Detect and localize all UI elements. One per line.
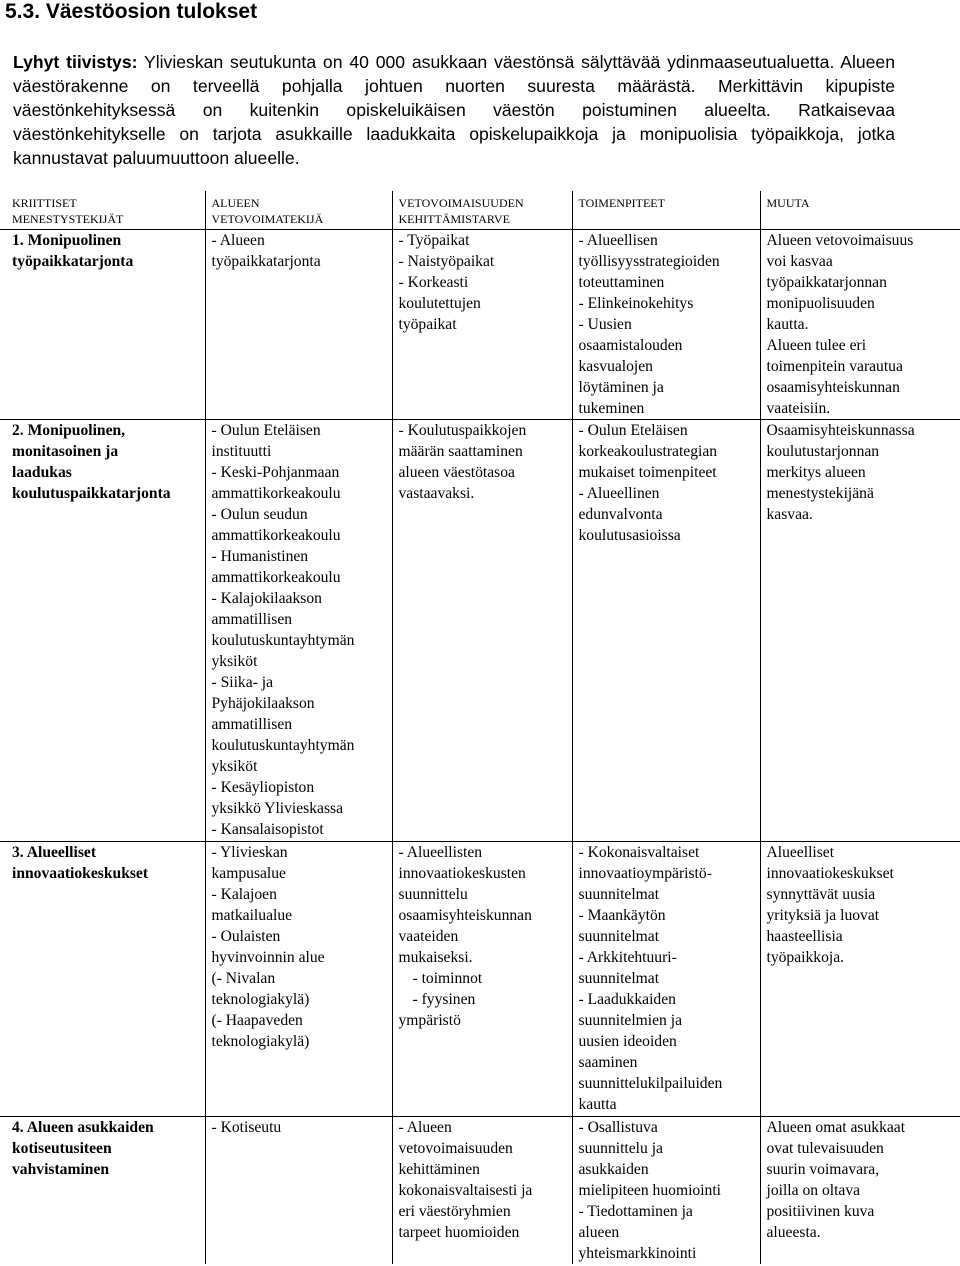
cell-line: yksiköt — [211, 758, 258, 775]
cell-criterion — [0, 230, 205, 420]
cell-line: alueen väestötasoa — [398, 464, 515, 481]
cell-line: - Naistyöpaikat — [398, 253, 495, 270]
header-cell-criterion — [0, 191, 205, 230]
cell-line: 4. Alueen asukkaiden — [12, 1119, 154, 1136]
cell-line: merkitys alueen — [766, 464, 866, 481]
cell-line: ammatillisen — [211, 716, 293, 733]
factors-table-wrapper — [0, 191, 960, 1264]
cell-line: ammatillisen — [211, 611, 293, 628]
cell-need — [392, 230, 572, 420]
cell-line: koulutustarjonnan — [766, 443, 880, 460]
cell-line: instituutti — [211, 443, 272, 460]
cell-line: saaminen — [578, 1054, 638, 1071]
cell-criterion — [0, 420, 205, 842]
cell-line: - Oulun seudun — [211, 506, 308, 523]
cell-line: kautta. — [766, 316, 809, 333]
cell-line: hyvinvoinnin alue — [211, 949, 325, 966]
cell-line: vahvistaminen — [12, 1161, 110, 1178]
header-cell-actions — [572, 191, 760, 230]
cell-line: koulutettujen — [398, 295, 481, 312]
cell-line: työllisyysstrategioiden — [578, 253, 720, 270]
cell-line: - Ylivieskan — [211, 844, 288, 861]
cell-line: - Työpaikat — [398, 232, 470, 249]
cell-line: yksiköt — [211, 653, 258, 670]
cell-line: kehittäminen — [398, 1161, 480, 1178]
cell-line: - Arkkitehtuuri- — [578, 949, 677, 966]
cell-other — [760, 420, 960, 842]
header-label-line: KEHITTÄMISTARVE — [398, 212, 510, 226]
cell-line: vetovoimaisuuden — [398, 1140, 513, 1157]
header-label — [767, 191, 960, 211]
cell-line: yksikkö Ylivieskassa — [211, 800, 344, 817]
summary-paragraph — [13, 50, 895, 170]
cell-line: - Oulaisten — [211, 928, 281, 945]
cell-criterion — [0, 1117, 205, 1265]
cell-line: asukkaiden — [578, 1161, 649, 1178]
cell-line: suunnitelmien ja — [578, 1012, 683, 1029]
cell-line: (- Haapaveden — [211, 1012, 303, 1029]
cell-line: - Kotiseutu — [211, 1119, 282, 1136]
cell-line: innovaatiokeskukset — [12, 865, 149, 882]
cell-line: matkailualue — [211, 907, 293, 924]
cell-line: - Oulun Eteläisen — [211, 422, 321, 439]
cell-line: Osaamisyhteiskunnassa — [766, 422, 915, 439]
header-label-line: VETOVOIMATEKIJÄ — [211, 212, 324, 226]
cell-line: mukaiseksi. — [398, 949, 473, 966]
cell-line: - Osallistuva — [578, 1119, 658, 1136]
cell-line: ammattikorkeakoulu — [211, 485, 341, 502]
cell-line: osaamistalouden — [578, 337, 683, 354]
cell-line: vaateisiin. — [766, 400, 831, 417]
header-label-line: MENESTYSTEKIJÄT — [12, 212, 124, 226]
cell-line: edunvalvonta — [578, 506, 663, 523]
cell-line: kasvualojen — [578, 358, 653, 375]
header-label-line: VETOVOIMAISUUDEN — [398, 196, 524, 210]
cell-line: vastaavaksi. — [398, 485, 475, 502]
cell-line: teknologiakylä) — [211, 1033, 310, 1050]
cell-line: innovaatiokeskukset — [766, 865, 894, 882]
cell-line: - Maankäytön — [578, 907, 666, 924]
cell-line: suunnittelu ja — [578, 1140, 663, 1157]
cell-line: Alueen vetovoimaisuus — [766, 232, 914, 249]
cell-line: työpaikkatarjonta — [211, 253, 321, 270]
cell-line: synnyttävät uusia — [766, 886, 876, 903]
cell-line: yrityksiä ja luovat — [766, 907, 880, 924]
cell-line: kautta — [578, 1096, 617, 1113]
cell-line: - Uusien — [578, 316, 632, 333]
table-row — [0, 420, 960, 842]
cell-line: suunnitelmat — [578, 970, 660, 987]
cell-line: työpaikkatarjonnan — [766, 274, 887, 291]
cell-line: osaamisyhteiskunnan — [398, 907, 532, 924]
summary-text: Ylivieskan seutukunta on 40 000 asukkaan väestönsä sälyttävää ydinmaaseutualuetta. Alueen väestörakenne on terveellä pohjalla johtuen nuorten suuresta määrästä. Merkittävin kipupiste väestönkehityksessä on kuitenkin opiskeluikäisen väestön poistuminen alueelta. Ratkaisevaa väestönkehitykselle on tarjota asukkaille laadukkaita opiskelupaikkoja ja monipuolisia työpaikkoja, jotka kannustavat paluumuuttoon alueelle. — [13, 52, 895, 168]
cell-line: työpaikat — [398, 316, 457, 333]
table-header-row — [0, 191, 960, 230]
cell-line: - Kansalaisopistot — [211, 821, 324, 838]
cell-line: korkeakoulustrategian — [578, 443, 718, 460]
cell-line: Alueelliset — [766, 844, 835, 861]
cell-line: kampusalue — [211, 865, 286, 882]
cell-need — [392, 842, 572, 1117]
cell-line: - Laadukkaiden — [578, 991, 676, 1008]
cell-line: monitasoinen ja — [12, 443, 119, 460]
cell-line: kokonaisvaltaisesti ja — [398, 1182, 533, 1199]
cell-line: mielipiteen huomiointi — [578, 1182, 721, 1199]
table-row — [0, 842, 960, 1117]
cell-line: Alueen omat asukkaat — [766, 1119, 906, 1136]
cell-line: innovaatioympäristö- — [578, 865, 712, 882]
cell-line: - Kalajoen — [211, 886, 277, 903]
cell-line: positiivinen kuva — [766, 1203, 875, 1220]
cell-line: joilla on oltava — [766, 1182, 861, 1199]
cell-line: tarpeet huomioiden — [398, 1224, 520, 1241]
cell-line: - Humanistinen — [211, 548, 309, 565]
cell-line: (- Nivalan — [211, 970, 276, 987]
header-label-line: ALUEEN — [211, 196, 260, 210]
header-label — [579, 191, 760, 211]
cell-line: - Alueellinen — [578, 485, 660, 502]
header-cell-need — [392, 191, 572, 230]
table-row — [0, 1117, 960, 1265]
cell-line: - Elinkeinokehitys — [578, 295, 694, 312]
cell-line: kotiseutusiteen — [12, 1140, 112, 1157]
cell-line: työpaikkatarjonta — [12, 253, 134, 270]
cell-line: suurin voimavara, — [766, 1161, 880, 1178]
cell-line: eri väestöryhmien — [398, 1203, 511, 1220]
header-label-line: TOIMENPITEET — [578, 196, 665, 210]
cell-line: koulutusasioissa — [578, 527, 681, 544]
cell-line: - Siika- ja — [211, 674, 273, 691]
cell-line: - Kesäyliopiston — [211, 779, 315, 796]
cell-line: - toiminnot — [412, 970, 483, 987]
cell-line: määrän saattaminen — [398, 443, 523, 460]
cell-line: Pyhäjokilaakson — [211, 695, 315, 712]
cell-line: suunnitelmat — [578, 928, 660, 945]
cell-line: - Keski-Pohjanmaan — [211, 464, 340, 481]
cell-need — [392, 420, 572, 842]
cell-line: teknologiakylä) — [211, 991, 310, 1008]
cell-attraction — [205, 420, 392, 842]
header-cell-attraction — [205, 191, 392, 230]
cell-line: toimenpitein varautua — [766, 358, 903, 375]
section-heading: 5.3. Väestöosion tulokset — [5, 0, 258, 23]
cell-line: työpaikkoja. — [766, 949, 845, 966]
cell-other — [760, 1117, 960, 1265]
cell-line: - fyysinen — [412, 991, 476, 1008]
cell-line: tukeminen — [578, 400, 645, 417]
cell-line: - Alueen — [398, 1119, 452, 1136]
cell-actions — [572, 842, 760, 1117]
cell-line: ammattikorkeakoulu — [211, 569, 341, 586]
cell-line: menestystekijänä — [766, 485, 874, 502]
cell-line: monipuolisuuden — [766, 295, 875, 312]
cell-line: - Alueen — [211, 232, 265, 249]
cell-line: osaamisyhteiskunnan — [766, 379, 900, 396]
header-label — [212, 191, 392, 227]
cell-line: Alueen tulee eri — [766, 337, 867, 354]
cell-line: suunnittelu — [398, 886, 468, 903]
cell-line: ovat tulevaisuuden — [766, 1140, 884, 1157]
cell-line: alueesta. — [766, 1224, 821, 1241]
cell-line: - Oulun Eteläisen — [578, 422, 688, 439]
header-label-line: MUUTA — [766, 196, 810, 210]
header-label — [399, 191, 572, 227]
header-label — [12, 191, 205, 227]
cell-line: yhteismarkkinointi — [578, 1245, 697, 1262]
cell-line: uusien ideoiden — [578, 1033, 677, 1050]
cell-line: koulutuskuntayhtymän — [211, 737, 355, 754]
cell-line: koulutuspaikkatarjonta — [12, 485, 171, 502]
cell-line: toteuttaminen — [578, 274, 665, 291]
cell-line: - Kalajokilaakson — [211, 590, 322, 607]
cell-line: - Koulutuspaikkojen — [398, 422, 527, 439]
summary-lead: Lyhyt tiivistys: — [13, 52, 138, 72]
factors-table — [0, 191, 960, 1264]
cell-line: suunnitelmat — [578, 886, 660, 903]
cell-attraction — [205, 1117, 392, 1265]
cell-line: - Korkeasti — [398, 274, 469, 291]
header-label-line: KRIITTISET — [12, 196, 77, 210]
cell-attraction — [205, 230, 392, 420]
cell-line: kasvaa. — [766, 506, 813, 523]
cell-line: 2. Monipuolinen, — [12, 422, 126, 439]
cell-line: - Kokonaisvaltaiset — [578, 844, 700, 861]
cell-attraction — [205, 842, 392, 1117]
cell-other — [760, 842, 960, 1117]
cell-line: innovaatiokeskusten — [398, 865, 526, 882]
cell-line: löytäminen ja — [578, 379, 664, 396]
cell-line: 3. Alueelliset — [12, 844, 97, 861]
cell-need — [392, 1117, 572, 1265]
cell-actions — [572, 230, 760, 420]
cell-criterion — [0, 842, 205, 1117]
table-row — [0, 230, 960, 420]
cell-line: haasteellisia — [766, 928, 843, 945]
cell-line: - Alueellisen — [578, 232, 658, 249]
cell-line: - Alueellisten — [398, 844, 483, 861]
cell-line: - Tiedottaminen ja — [578, 1203, 693, 1220]
cell-line: 1. Monipuolinen — [12, 232, 122, 249]
cell-line: mukaiset toimenpiteet — [578, 464, 717, 481]
cell-line: alueen — [578, 1224, 620, 1241]
cell-line: koulutuskuntayhtymän — [211, 632, 355, 649]
cell-actions — [572, 1117, 760, 1265]
cell-line: suunnittelukilpailuiden — [578, 1075, 723, 1092]
cell-line: ympäristö — [398, 1012, 461, 1029]
cell-line: voi kasvaa — [766, 253, 833, 270]
cell-line: ammattikorkeakoulu — [211, 527, 341, 544]
cell-actions — [572, 420, 760, 842]
cell-other — [760, 230, 960, 420]
cell-line: laadukas — [12, 464, 72, 481]
cell-line: vaateiden — [398, 928, 459, 945]
table-body — [0, 191, 960, 1264]
header-cell-other — [760, 191, 960, 230]
